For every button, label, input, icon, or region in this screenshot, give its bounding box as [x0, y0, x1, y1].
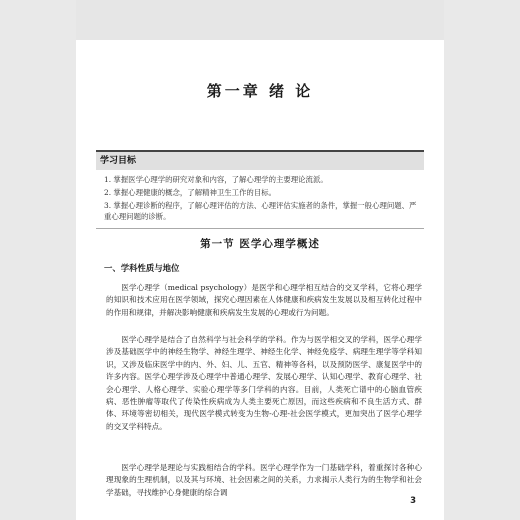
objective-item-1: 1. 掌握医学心理学的研究对象和内容，了解心理学的主要理论流派。: [104, 175, 328, 184]
document-page: [76, 0, 444, 520]
paragraph-3: 医学心理学是理论与实践相结合的学科。医学心理学作为一门基础学科，着重探讨各种心理现象的生理机制，以及其与环境、社会因素之间的关系，力求揭示人类行为的生物学和社会学基础，寻找维护心身健康的综合调: [106, 463, 422, 497]
objective-item-3: 3. 掌握心理诊断的程序，了解心理评估的方法、心理评估实施者的条件，掌握一般心理问题、严重心理问题的诊断。: [104, 201, 417, 221]
section-title: 第一节 医学心理学概述: [200, 238, 320, 250]
subsection-title: 一、学科性质与地位: [104, 263, 180, 273]
paragraph-2: 医学心理学是结合了自然科学与社会科学的学科。作为与医学相交叉的学科，医学心理学涉及基础医学中的神经生物学、神经生理学、神经生化学、神经免疫学、病理生理学等学科知识，又涉及临床医学中的内、外、妇、儿、五官、精神等各科，以及预防医学、康复医学中的许多内容。医学心理学涉及心理学中普通心理学、发展心理学、认知心理学、教育心理学、社会心理学、人格心理学、实验心理学等多门学科的内容。目前，人类死亡谱中的心脑血管疾病、恶性肿瘤等取代了传染性疾病成为人类主要死亡原因，而这些疾病和不良生活方式、群体、环境等密切相关，现代医学模式转变为生物-心理-社会医学模式，更加突出了医学心理学的交叉学科特点。: [106, 335, 422, 431]
header-band: [76, 0, 444, 40]
learning-objectives-heading: 学习目标: [96, 152, 424, 170]
page-number: 3: [410, 496, 416, 506]
paragraph-1: 医学心理学（medical psychology）是医学和心理学相互结合的交叉学科，它将心理学的知识和技术应用在医学领域，探究心理因素在人体健康和疾病发生发展以及相互转化过程中的作用和规律，并解决影响健康和疾病发生发展的心理或行为问题。: [106, 283, 422, 317]
objective-item-2: 2. 掌握心理健康的概念，了解精神卫生工作的目标。: [104, 188, 276, 197]
learning-objectives-box: [96, 150, 424, 229]
chapter-title: 第一章 绪 论: [206, 82, 314, 100]
